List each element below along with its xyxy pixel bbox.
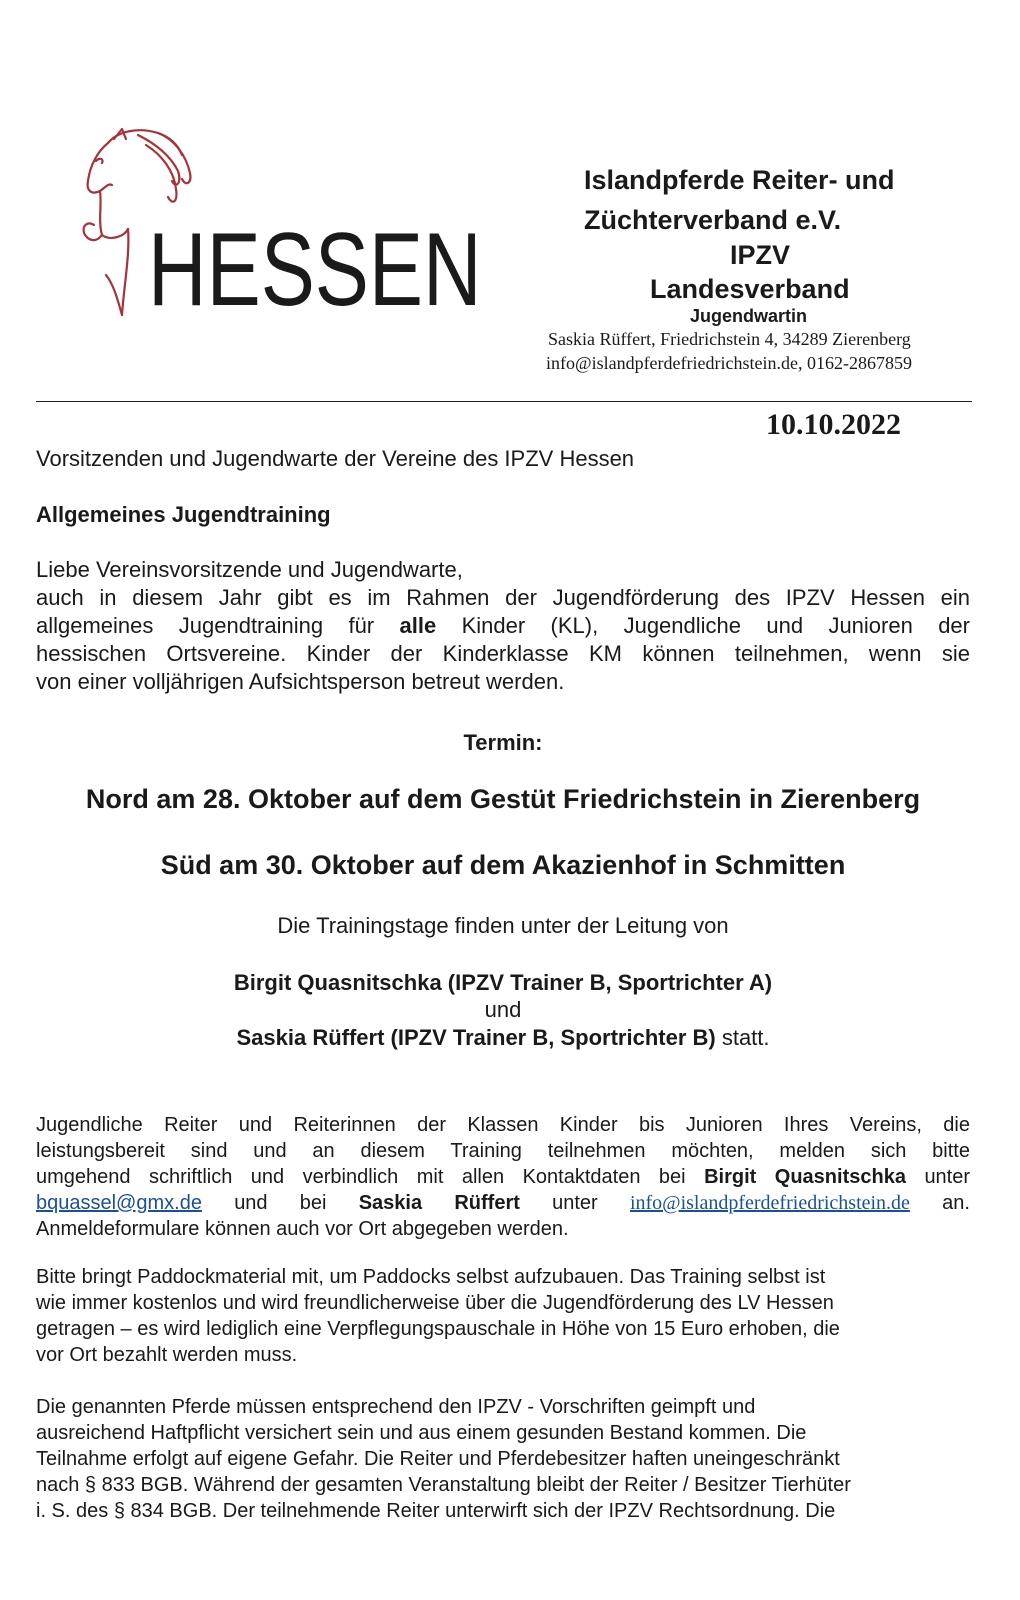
termin-nord: Nord am 28. Oktober auf dem Gestüt Friedrichstein in Zierenberg [85,784,921,814]
letter-line: auch in diesem Jahr gibt es im Rahmen der Jugendförderung des IPZV Hessen ein [36,585,970,610]
letter-body [36,556,970,696]
sender-address: Saskia Rüffert, Friedrichstein 4, 34289 Zierenberg [548,329,911,349]
letter-date: 10.10.2022 [766,408,901,441]
letter-line: allgemeines Jugendtraining für alle Kinder (KL), Jugendliche und Junioren der [36,613,970,638]
trainer-1: Birgit Quasnitschka (IPZV Trainer B, Sportrichter A) [233,970,773,995]
letter-line: hessischen Ortsvereine. Kinder der Kinderklasse KM können teilnehmen, wenn sie [36,641,970,666]
org-name-line2: Züchterverband e.V. [584,205,842,235]
trainer-intro: Die Trainingstage finden unter der Leitung von [277,913,729,938]
org-name-line1: Islandpferde Reiter- und [584,165,895,195]
paddock-paragraph: Bitte bringt Paddockmaterial mit, um Paddocks selbst aufzubauen. Das Training selbst ist wie immer kostenlos und wird freundlicherweise über die Jugendförderung des LV Hessen getragen – es wird lediglich eine Verpflegungspauschale in Höhe von 15 Euro erhoben, die vor Ort bezahlt werden muss. [36,1266,840,1366]
logo-wordmark: HESSEN [148,212,482,328]
recipients: Vorsitzenden und Jugendwarte der Vereine des IPZV Hessen [36,446,635,471]
header-divider [36,401,972,402]
letter-line: von einer volljährigen Aufsichtsperson betreut werden. [36,669,565,694]
trainer-und: und [484,997,522,1022]
termin-sued: Süd am 30. Oktober auf dem Akazienhof in Schmitten [160,850,846,880]
termin-label: Termin: [463,730,543,755]
sender-role: Jugendwartin [690,306,808,326]
trainer-2: Saskia Rüffert (IPZV Trainer B, Sportrichter B) statt. [236,1025,770,1050]
subject: Allgemeines Jugendtraining [36,502,331,527]
email-link-bquassel[interactable]: bquassel@gmx.de [36,1192,202,1214]
sender-contact: info@islandpferdefriedrichstein.de, 0162-2867859 [546,353,912,373]
pferde-paragraph: Die genannten Pferde müssen entsprechend den IPZV - Vorschriften geimpft und ausreichend Haftpflicht versichert sein und aus einem gesunden Bestand kommen. Die Teilnahme erfolgt auf eigene Gefahr. Die Reiter und Pferdebesitzer haften uneingeschränkt nach § 833 BGB. Während der gesamten Veranstaltung bleibt der Reiter / Besitzer Tierhüter i. S. des § 834 BGB. Der teilnehmende Reiter unterwirft sich der IPZV Rechtsordnung. Die [36,1396,851,1522]
email-link-info[interactable]: info@islandpferdefriedrichstein.de [629,1192,910,1214]
anmeldung-paragraph: Jugendliche Reiter und Reiterinnen der Klassen Kinder bis Junioren Ihres Vereins, die leistungsbereit sind und an diesem Training teilnehmen möchten, melden sich bitte umgehend schriftlich und verbindlich mit allen Kontaktdaten bei Birgit Quasnitschka unter bquassel@gmx.de und bei Saskia Rüffert unter info@islandpferdefriedrichstein.de an. Anmeldeformulare können auch vor Ort abgegeben werden. [36,1114,971,1240]
org-name-line4: Landesverband [650,274,850,304]
salutation: Liebe Vereinsvorsitzende und Jugendwarte, [36,557,463,582]
org-name-line3: IPZV [730,240,791,270]
